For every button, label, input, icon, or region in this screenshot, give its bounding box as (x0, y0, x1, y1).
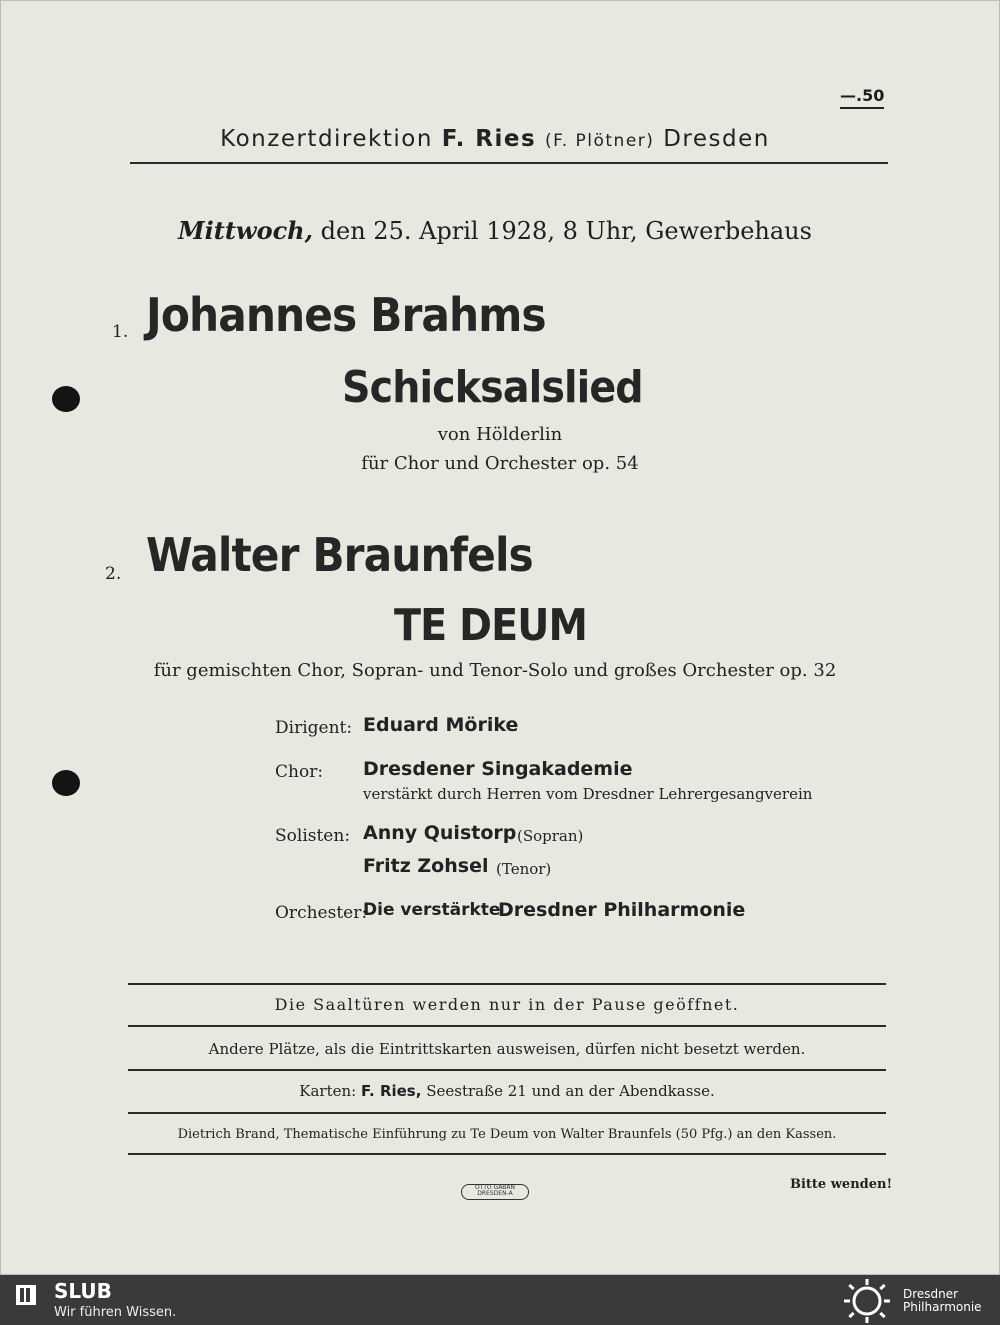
soloists-label: Solisten: (275, 826, 351, 846)
header-city: Dresden (663, 126, 770, 152)
slub-name[interactable]: SLUB (54, 1279, 112, 1303)
soloist-2-voice: (Tenor) (496, 860, 552, 878)
tickets-notice (128, 1082, 886, 1100)
work2-composer: Walter Braunfels (146, 528, 533, 582)
orchestra-name: Dresdner Philharmonie (498, 899, 746, 921)
concert-date (120, 216, 870, 245)
notice-rule-4 (128, 1112, 886, 1114)
work2-title: TE DEUM (394, 600, 588, 651)
work1-title: Schicksalslied (342, 362, 643, 413)
notice-rule-1 (128, 983, 886, 985)
doors-notice: Die Saaltüren werden nur in der Pause geöffnet. (274, 995, 740, 1014)
notice-rule-5 (128, 1153, 886, 1155)
header-agency: F. Ries (441, 126, 537, 152)
tickets-label: Karten: (299, 1082, 357, 1100)
notice-rule-2 (128, 1025, 886, 1027)
choir-name: Dresdener Singakademie (363, 758, 633, 780)
header-agency-owner: (F. Plötner) (545, 131, 655, 151)
choir-note: verstärkt durch Herren vom Dresdner Lehrergesangverein (363, 785, 813, 803)
slub-tagline: Wir führen Wissen. (54, 1305, 177, 1320)
tickets-location: Seestraße 21 und an der Abendkasse. (426, 1082, 715, 1100)
concert-date-details: den 25. April 1928, 8 Uhr, Gewerbehaus (320, 217, 812, 245)
page-header (130, 126, 860, 152)
work1-text-author: von Hölderlin (437, 424, 563, 445)
soloist-1-voice: (Sopran) (517, 827, 584, 845)
work1-scoring: für Chor und Orchester op. 54 (361, 453, 639, 474)
conductor-name: Eduard Mörike (363, 714, 519, 736)
printer-stamp (461, 1184, 529, 1200)
punch-hole-upper (52, 386, 80, 412)
notice-rule-3 (128, 1069, 886, 1071)
conductor-label: Dirigent: (275, 718, 353, 738)
price-label: —.50 (840, 86, 884, 109)
tickets-agency: F. Ries, (360, 1082, 422, 1100)
soloist-1-name: Anny Quistorp (363, 822, 517, 844)
introduction-notice: Dietrich Brand, Thematische Einführung zu Te Deum von Walter Braunfels (50 Pfg.) an den Kassen. (177, 1127, 837, 1142)
printer-stamp-line-1: OTTO GABAN (474, 1184, 516, 1191)
philharmonie-name[interactable] (903, 1288, 982, 1314)
concert-weekday: Mittwoch, (178, 216, 313, 245)
printer-stamp-line-2: DRESDEN-A (477, 1190, 513, 1197)
header-rule (130, 162, 888, 164)
philharmonie-logo-icon[interactable] (838, 1278, 896, 1324)
philharmonie-name-line-1: Dresdner (903, 1287, 959, 1301)
work1-number: 1. (112, 322, 129, 342)
soloist-2-name: Fritz Zohsel (363, 855, 489, 877)
orchestra-label: Orchester: (275, 903, 368, 923)
work2-number: 2. (105, 564, 122, 584)
seats-notice: Andere Plätze, als die Eintrittskarten ausweisen, dürfen nicht besetzt werden. (208, 1040, 806, 1058)
header-prefix: Konzertdirektion (220, 126, 433, 152)
choir-label: Chor: (275, 762, 324, 782)
philharmonie-name-line-2: Philharmonie (903, 1300, 982, 1314)
slub-logo-icon[interactable] (14, 1283, 38, 1307)
work1-composer: Johannes Brahms (146, 288, 546, 342)
orchestra-prefix: Die verstärkte (363, 900, 501, 920)
turn-page-note: Bitte wenden! (790, 1177, 893, 1192)
punch-hole-lower (52, 770, 80, 796)
work2-scoring: für gemischten Chor, Sopran- und Tenor-Solo und großes Orchester op. 32 (153, 660, 837, 681)
